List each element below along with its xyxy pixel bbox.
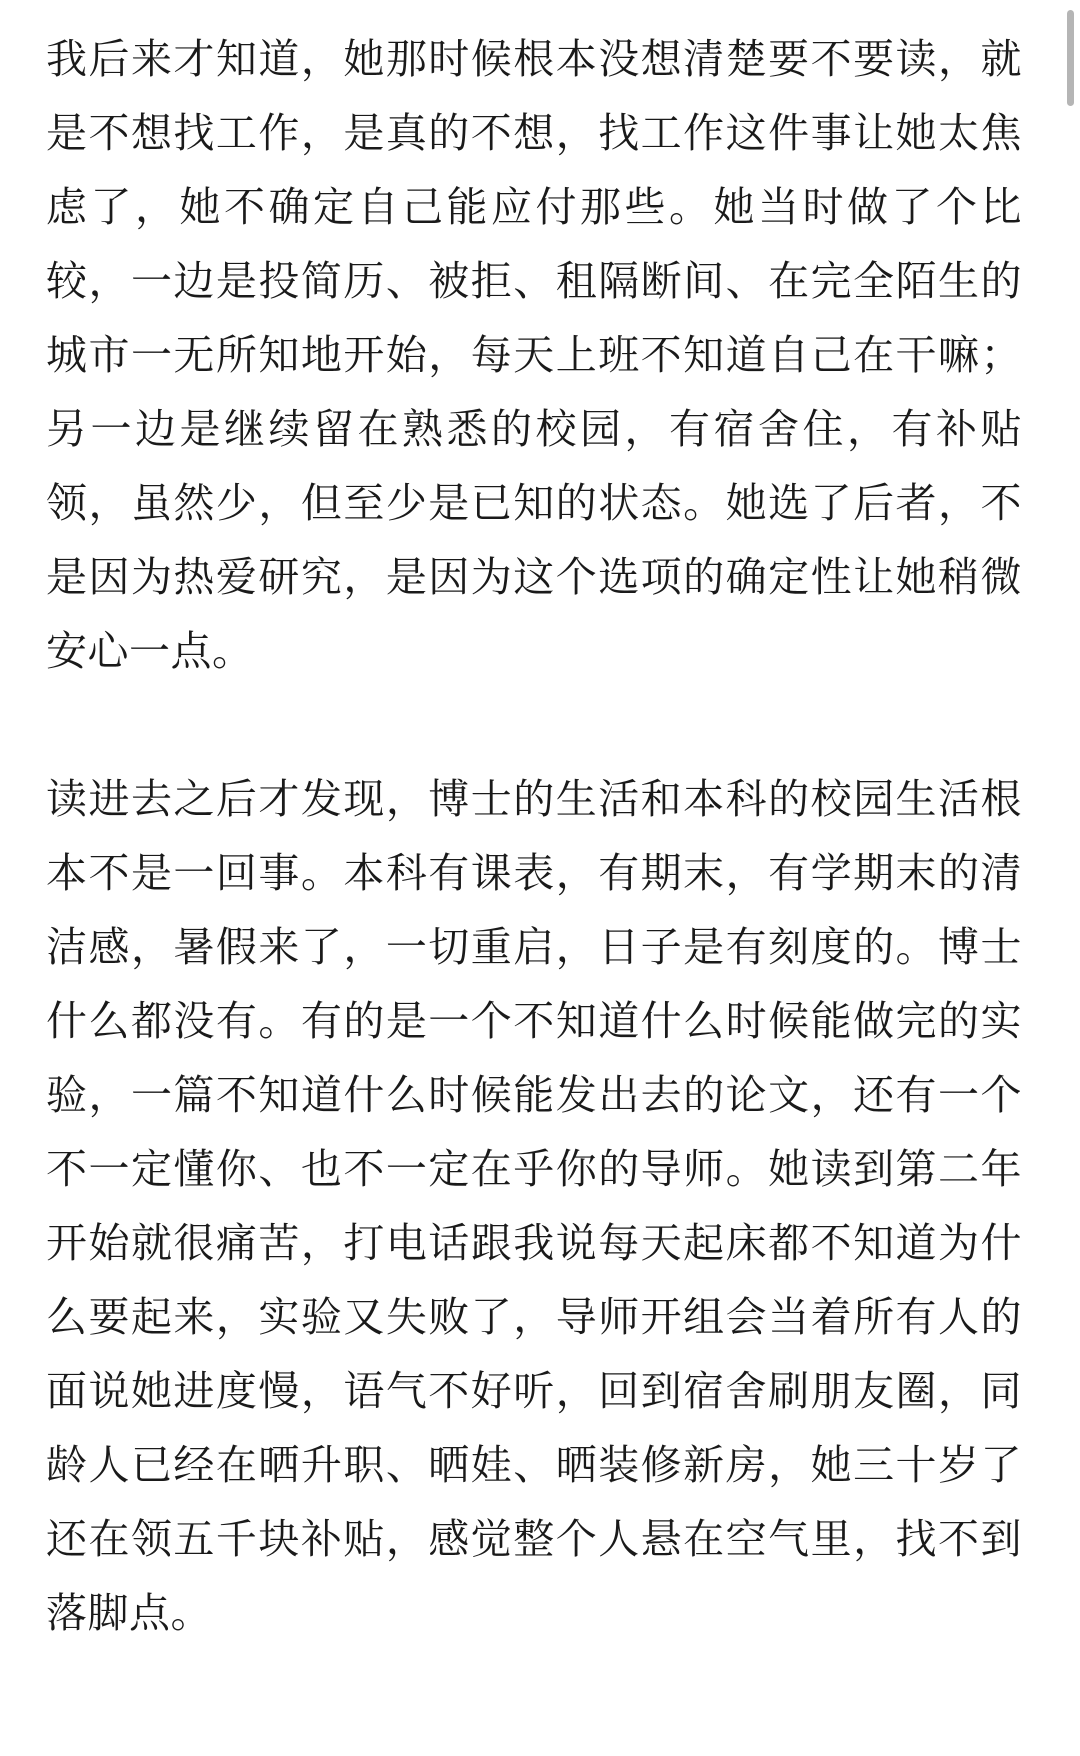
article-paragraph-1: 我后来才知道，她那时候根本没想清楚要不要读，就是不想找工作，是真的不想，找工作这件事让她太焦虑了，她不确定自己能应付那些。她当时做了个比较，一边是投简历、被拒、租隔断间、在完全陌生的城市一无所知地开始，每天上班不知道自己在干嘛；另一边是继续留在熟悉的校园，有宿舍住，有补贴领，虽然少，但至少是已知的状态。她选了后者，不是因为热爱研究，是因为这个选项的确定性让她稍微安心一点。 <box>46 35 1022 675</box>
article-paragraph-2: 读进去之后才发现，博士的生活和本科的校园生活根本不是一回事。本科有课表，有期末，有学期末的清洁感，暑假来了，一切重启，日子是有刻度的。博士什么都没有。有的是一个不知道什么时候能做完的实验，一篇不知道什么时候能发出去的论文，还有一个不一定懂你、也不一定在乎你的导师。她读到第二年开始就很痛苦，打电话跟我说每天起床都不知道为什么要起来，实验又失败了，导师开组会当着所有人的面说她进度慢，语气不好听，回到宿舍刷朋友圈，同龄人已经在晒升职、晒娃、晒装修新房，她三十岁了还在领五千块补贴，感觉整个人悬在空气里，找不到落脚点。 <box>46 775 1022 1637</box>
article-body <box>46 22 1022 1650</box>
scrollbar-thumb[interactable] <box>1067 10 1074 106</box>
